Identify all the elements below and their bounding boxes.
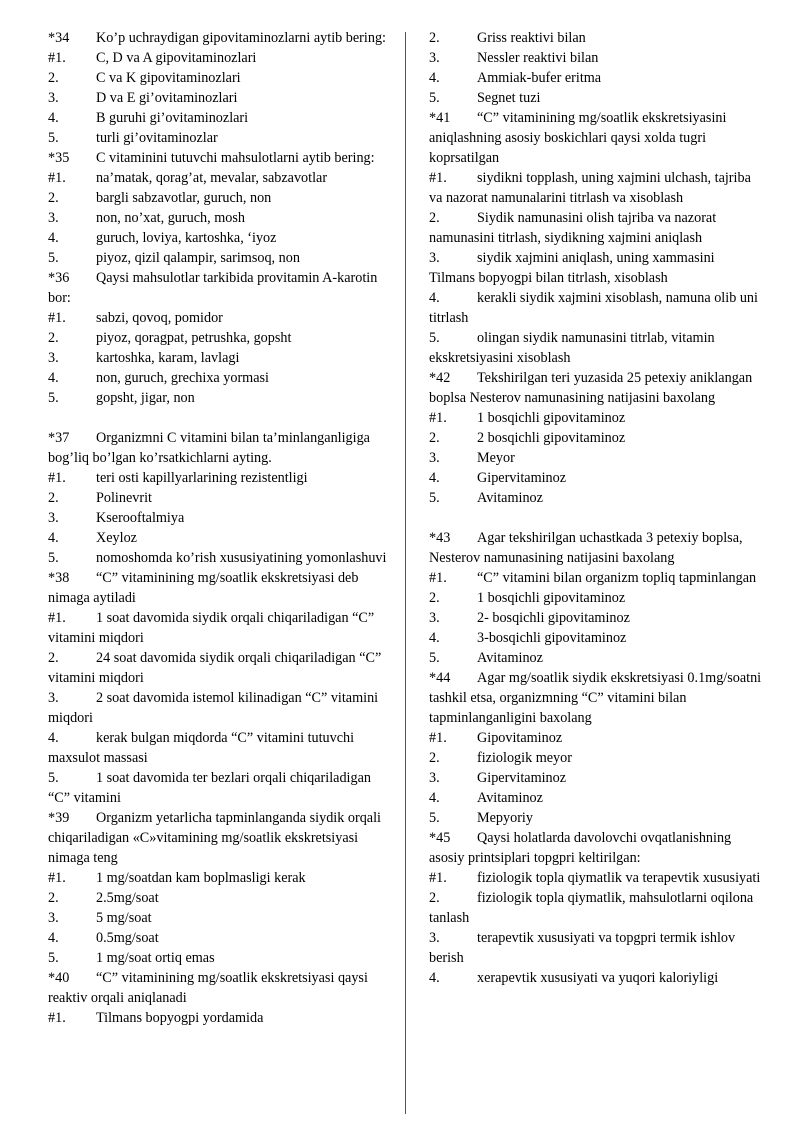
question-text: Organizmni C vitamini bilan ta’minlanganligiga bog’liq bo’lgan ko’rsatkichlarni ayting. [48,430,370,466]
option-text: Avitaminoz [477,790,543,806]
answer-option [429,768,763,788]
option-number: 3. [48,910,59,926]
option-number: 5. [48,130,59,146]
option-number: #1. [429,570,447,586]
option-number: 5. [48,550,59,566]
question-number: *37 [48,430,70,446]
option-text: 1 bosqichli gipovitaminoz [477,410,626,426]
option-text: Kserooftalmiya [96,510,185,526]
answer-option [429,68,763,88]
option-number: #1. [48,610,66,626]
answer-option [48,388,388,408]
option-text: C va K gipovitaminozlari [96,70,241,86]
answer-option [48,88,388,108]
answer-option [48,188,388,208]
option-number: 4. [48,110,59,126]
option-number: #1. [48,870,66,886]
option-number: 5. [429,650,440,666]
option-text: piyoz, qoragpat, petrushka, gopsht [96,330,292,346]
question-item [48,268,388,308]
option-number: #1. [429,870,447,886]
question-item [48,968,388,1008]
option-number: 2. [48,190,59,206]
answer-option [48,688,388,728]
question-item [48,148,388,168]
left-column [48,28,388,1028]
answer-option [429,728,763,748]
question-text: Qaysi mahsulotlar tarkibida provitamin A-karotin bor: [48,270,378,306]
option-number: 4. [48,530,59,546]
question-number: *42 [429,370,451,386]
option-text: 2.5mg/soat [96,890,159,906]
answer-option [48,908,388,928]
option-number: #1. [429,410,447,426]
answer-option [429,248,763,288]
option-text: sabzi, qovoq, pomidor [96,310,223,326]
option-text: 0.5mg/soat [96,930,159,946]
answer-option [429,288,763,328]
option-text: 2 bosqichli gipovitaminoz [477,430,626,446]
answer-option [429,568,763,588]
answer-option [48,728,388,768]
option-text: Tilmans bopyogpi yordamida [96,1010,264,1026]
option-number: 4. [429,70,440,86]
question-text: Ko’p uchraydigan gipovitaminozlarni aytib bering: [96,30,386,46]
option-number: 5. [48,770,59,786]
option-text: Segnet tuzi [477,90,541,106]
blank-line [48,408,388,428]
question-text: Tekshirilgan teri yuzasida 25 petexiy aniklangan boplsa Nesterov namunasining natijasini baxolang [429,370,753,406]
option-text: 1 mg/soatdan kam boplmasligi kerak [96,870,306,886]
answer-option [48,108,388,128]
answer-option [48,48,388,68]
option-number: 3. [429,930,440,946]
answer-option [48,548,388,568]
option-number: #1. [48,310,66,326]
question-number: *39 [48,810,70,826]
option-number: 2. [429,210,440,226]
answer-option [48,468,388,488]
question-text: Organizm yetarlicha tapminlanganda siydik orqali chiqariladigan «C»vitamining mg/soatlik ekskretsiyasi nimaga teng [48,810,381,866]
option-text: Polinevrit [96,490,152,506]
option-number: 4. [429,470,440,486]
option-text: 1 soat davomida siydik orqali chiqariladigan “C” vitamini miqdori [48,610,375,646]
answer-option [429,808,763,828]
answer-option [429,428,763,448]
option-number: 2. [429,30,440,46]
blank-line [429,508,763,528]
question-item [429,668,763,728]
question-item [48,568,388,608]
option-number: 2. [429,590,440,606]
option-text: kerak bulgan miqdorda “C” vitamini tutuvchi maxsulot massasi [48,730,355,766]
answer-option [48,128,388,148]
option-text: kerakli siydik xajmini xisoblash, namuna olib uni titrlash [429,290,758,326]
answer-option [429,888,763,928]
option-number: #1. [48,50,66,66]
option-text: B guruhi gi’ovitaminozlari [96,110,249,126]
answer-option [48,348,388,368]
answer-option [48,868,388,888]
question-text: C vitaminini tutuvchi mahsulotlarni aytib bering: [96,150,375,166]
option-number: 2. [48,890,59,906]
answer-option [429,328,763,368]
option-text: Xeyloz [96,530,137,546]
question-number: *40 [48,970,70,986]
option-number: 3. [48,90,59,106]
question-item [48,28,388,48]
answer-option [48,488,388,508]
option-text: Mepyoriy [477,810,533,826]
answer-option [48,228,388,248]
option-text: piyoz, qizil qalampir, sarimsoq, non [96,250,300,266]
option-text: 1 bosqichli gipovitaminoz [477,590,626,606]
option-number: 5. [48,250,59,266]
question-item [429,368,763,408]
question-number: *38 [48,570,70,586]
option-text: 1 soat davomida ter bezlari orqali chiqariladigan “C” vitamini [48,770,371,806]
option-number: 3. [429,250,440,266]
option-text: Griss reaktivi bilan [477,30,586,46]
option-number: 4. [429,970,440,986]
answer-option [48,208,388,228]
option-number: 3. [48,510,59,526]
option-number: #1. [429,730,447,746]
question-item [48,428,388,468]
option-text: non, guruch, grechixa yormasi [96,370,269,386]
answer-option [48,368,388,388]
option-number: 5. [429,810,440,826]
question-number: *34 [48,30,70,46]
option-text: teri osti kapillyarlarining rezistentligi [96,470,308,486]
question-text: Agar mg/soatlik siydik ekskretsiyasi 0.1mg/soatni tashkil etsa, organizmning “C” vitamini bilan tapminlanganligini baxolang [429,670,762,726]
answer-option [429,208,763,248]
option-number: 4. [48,730,59,746]
column-divider [405,32,406,1114]
option-text: Meyor [477,450,515,466]
option-text: 1 mg/soat ortiq emas [96,950,215,966]
option-number: 2. [429,430,440,446]
answer-option [48,648,388,688]
answer-option [429,168,763,208]
option-number: 4. [48,230,59,246]
answer-option [429,868,763,888]
option-number: 2. [48,330,59,346]
answer-option [429,88,763,108]
answer-option [48,508,388,528]
option-number: 5. [429,90,440,106]
option-text: guruch, loviya, kartoshka, ‘iyoz [96,230,277,246]
question-number: *41 [429,110,451,126]
option-number: 3. [48,350,59,366]
answer-option [429,28,763,48]
option-text: Ammiak-bufer eritma [477,70,602,86]
option-text: Gipervitaminoz [477,770,567,786]
option-text: olingan siydik namunasini titrlab, vitamin ekskretsiyasini xisoblash [429,330,715,366]
option-text: xerapevtik xususiyati va yuqori kaloriyligi [477,970,719,986]
option-number: 3. [429,450,440,466]
answer-option [429,448,763,468]
option-text: non, no’xat, guruch, mosh [96,210,245,226]
option-number: 5. [429,330,440,346]
answer-option [48,948,388,968]
option-text: fiziologik meyor [477,750,572,766]
question-item [429,108,763,168]
option-text: terapevtik xususiyati va topgpri termik ishlov berish [429,930,736,966]
answer-option [48,608,388,648]
option-text: na’matak, qorag’at, mevalar, sabzavotlar [96,170,328,186]
option-text: Avitaminoz [477,490,543,506]
option-text: Nessler reaktivi bilan [477,50,599,66]
answer-option [429,628,763,648]
option-text: Avitaminoz [477,650,543,666]
question-item [429,828,763,868]
answer-option [48,68,388,88]
option-number: 3. [48,690,59,706]
answer-option [429,488,763,508]
answer-option [429,48,763,68]
answer-option [48,768,388,808]
option-text: 5 mg/soat [96,910,152,926]
option-number: 2. [48,490,59,506]
answer-option [429,408,763,428]
option-text: fiziologik topla qiymatlik, mahsulotlarni oqilona tanlash [429,890,754,926]
option-text: 24 soat davomida siydik orqali chiqariladigan “C” vitamini miqdori [48,650,382,686]
answer-option [429,788,763,808]
question-number: *45 [429,830,451,846]
question-number: *36 [48,270,70,286]
question-text: “C” vitaminining mg/soatlik ekskretsiyasini aniqlashning asosiy boskichlari qaysi xolda tugri koprsatilgan [429,110,727,166]
option-number: #1. [48,470,66,486]
answer-option [48,248,388,268]
answer-option [429,968,763,988]
option-number: 3. [429,50,440,66]
answer-option [48,928,388,948]
option-number: 5. [429,490,440,506]
answer-option [429,748,763,768]
option-text: siydik xajmini aniqlash, uning xammasini Tilmans bopyogpi bilan titrlash, xisoblash [429,250,715,286]
option-text: Gipervitaminoz [477,470,567,486]
answer-option [48,528,388,548]
question-number: *44 [429,670,451,686]
answer-option [48,168,388,188]
question-text: “C” vitaminining mg/soatlik ekskretsiyasi deb nimaga aytiladi [48,570,359,606]
option-text: siydikni topplash, uning xajmini ulchash, tajriba va nazorat namunalarini titrlash va xisoblash [429,170,751,206]
answer-option [48,888,388,908]
option-text: kartoshka, karam, lavlagi [96,350,240,366]
answer-option [48,1008,388,1028]
option-text: “C” vitamini bilan organizm topliq tapminlangan [477,570,757,586]
option-text: D va E gi’ovitaminozlari [96,90,238,106]
question-item [48,808,388,868]
answer-option [429,928,763,968]
answer-option [48,308,388,328]
option-number: #1. [429,170,447,186]
option-number: 4. [48,370,59,386]
option-number: 3. [48,210,59,226]
answer-option [48,328,388,348]
option-number: 4. [429,790,440,806]
option-text: nomoshomda ko’rish xususiyatining yomonlashuvi [96,550,387,566]
option-text: Gipovitaminoz [477,730,563,746]
right-column [429,28,763,988]
option-text: bargli sabzavotlar, guruch, non [96,190,272,206]
option-number: 2. [429,890,440,906]
option-number: 3. [429,610,440,626]
question-item [429,528,763,568]
answer-option [429,588,763,608]
option-text: 3-bosqichli gipovitaminoz [477,630,627,646]
question-number: *43 [429,530,451,546]
option-text: C, D va A gipovitaminozlari [96,50,257,66]
option-number: 3. [429,770,440,786]
option-number: 2. [48,650,59,666]
option-number: 4. [429,630,440,646]
option-text: 2 soat davomida istemol kilinadigan “C” vitamini miqdori [48,690,379,726]
option-number: 4. [429,290,440,306]
option-text: gopsht, jigar, non [96,390,195,406]
option-text: turli gi’ovitaminozlar [96,130,218,146]
question-text: Agar tekshirilgan uchastkada 3 petexiy boplsa, Nesterov namunasining natijasini baxolang [429,530,743,566]
option-number: 2. [48,70,59,86]
option-number: 5. [48,950,59,966]
question-text: Qaysi holatlarda davolovchi ovqatlanishning asosiy printsiplari topgpri keltirilgan: [429,830,732,866]
option-number: 4. [48,930,59,946]
question-text: “C” vitaminining mg/soatlik ekskretsiyasi qaysi reaktiv orqali aniqlanadi [48,970,368,1006]
question-number: *35 [48,150,70,166]
option-number: 2. [429,750,440,766]
answer-option [429,468,763,488]
option-number: 5. [48,390,59,406]
option-number: #1. [48,1010,66,1026]
option-text: Siydik namunasini olish tajriba va nazorat namunasini titrlash, siydikning xajmini aniqlash [429,210,717,246]
answer-option [429,608,763,628]
answer-option [429,648,763,668]
option-text: fiziologik topla qiymatlik va terapevtik xususiyati [477,870,761,886]
option-number: #1. [48,170,66,186]
option-text: 2- bosqichli gipovitaminoz [477,610,630,626]
